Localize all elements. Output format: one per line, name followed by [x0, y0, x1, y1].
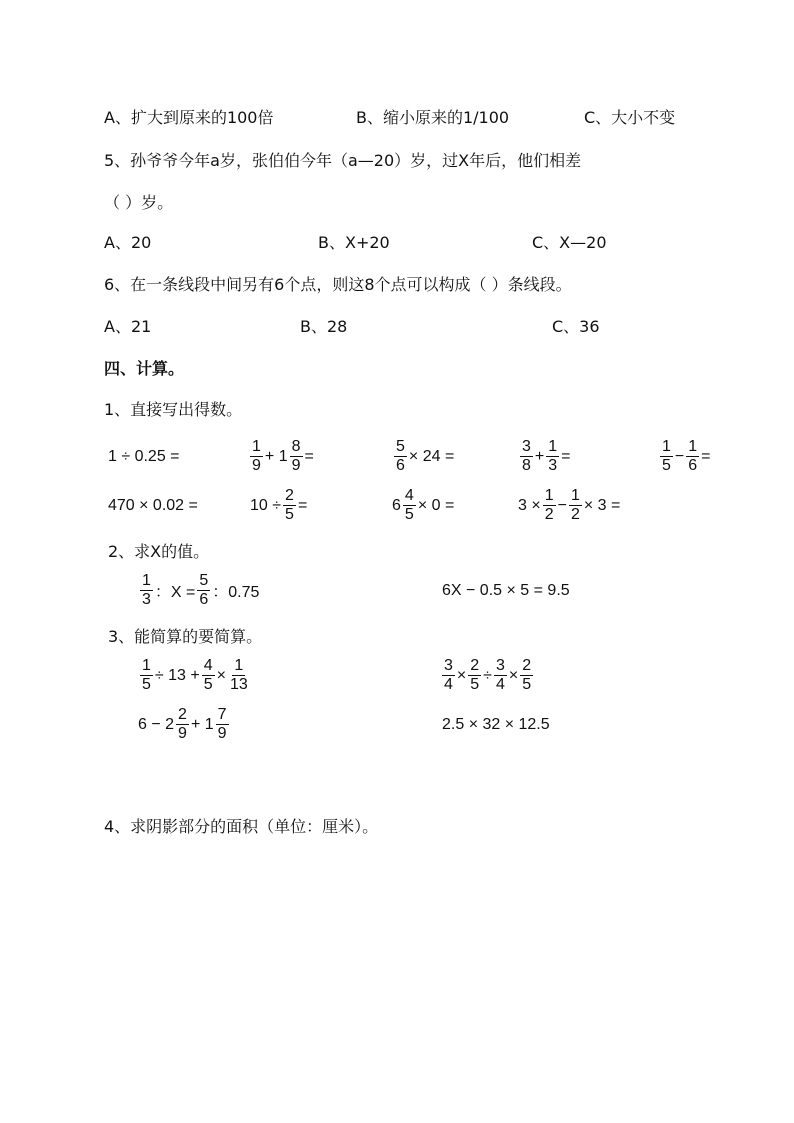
calc-r1c1: 1 ÷ 0.25 =: [108, 448, 180, 465]
q4-option-b: B、缩小原来的1/100: [356, 108, 510, 127]
fraction: $\frac{1}{3}$: [548, 438, 558, 474]
calc-r2c1: 470 × 0.02 =: [108, 497, 198, 514]
fraction: $\frac{1}{2}$: [570, 487, 580, 523]
q6-option-b: B、28: [300, 317, 348, 336]
fraction: $\frac{3}{4}$: [444, 657, 453, 693]
fraction: $\frac{2}{5}$: [470, 657, 480, 693]
fraction: $\frac{1}{5}$: [142, 657, 151, 693]
subsection-2-title: 2、求X的值。: [108, 542, 210, 561]
fraction: $\frac{1}{3}$: [142, 572, 151, 608]
fraction: $\frac{2}{9}$: [178, 706, 187, 742]
fraction: $\frac{7}{9}$: [217, 706, 227, 742]
simplify-1: $\frac{1}{5}$ ÷ 13 + $\frac{4}{5}$ × $\frac{1}{13}$: [142, 657, 248, 693]
subsection-3-title: 3、能简算的要简算。: [108, 627, 263, 646]
q5-option-a: A、20: [104, 233, 152, 252]
fraction: $\frac{3}{8}$: [522, 438, 531, 474]
q6-option-a: A、21: [104, 317, 152, 336]
fraction: $\frac{2}{5}$: [285, 487, 294, 523]
fraction: $\frac{1}{5}$: [662, 438, 671, 474]
subsection-1-title: 1、直接写出得数。: [104, 400, 243, 419]
fraction: $\frac{1}{2}$: [544, 487, 554, 523]
fraction: $\frac{2}{5}$: [522, 657, 532, 693]
calc-r1c5: $\frac{1}{5}$ − $\frac{1}{6}$ =: [662, 438, 711, 474]
section-title: 四、计算。: [104, 359, 185, 378]
q6-stem: 6、在一条线段中间另有6个点，则这8个点可以构成（ ）条线段。: [104, 275, 572, 294]
fraction: $\frac{5}{6}$: [199, 572, 209, 608]
fraction: $\frac{1}{6}$: [688, 438, 698, 474]
fraction: $\frac{1}{13}$: [229, 657, 248, 693]
q4-option-a: A、扩大到原来的100倍: [104, 108, 274, 127]
fraction: $\frac{3}{4}$: [495, 657, 505, 693]
simplify-4: 2.5 × 32 × 12.5: [442, 716, 550, 733]
calc-r1c4: $\frac{3}{8}$ + $\frac{1}{3}$ =: [522, 438, 571, 474]
equation-x2: 6X − 0.5 × 5 = 9.5: [442, 582, 570, 599]
fraction: $\frac{8}{9}$: [291, 438, 301, 474]
calc-r2c4: 3 × $\frac{1}{2}$ − $\frac{1}{2}$ × 3 =: [518, 487, 621, 523]
simplify-3: 6 − 2 $\frac{2}{9}$ + 1 $\frac{7}{9}$: [138, 706, 227, 742]
calc-r2c2: 10 ÷ $\frac{2}{5}$ =: [250, 487, 308, 523]
q4-option-c: C、大小不变: [584, 108, 676, 127]
fraction: $\frac{4}{5}$: [203, 657, 213, 693]
calc-r1c2: $\frac{1}{9}$ + 1 $\frac{8}{9}$ =: [252, 438, 314, 474]
q5-stem-line2: （ ）岁。: [104, 193, 174, 212]
equation-x1: $\frac{1}{3}$ ：X = $\frac{5}{6}$ ：0.75: [142, 572, 260, 608]
simplify-2: $\frac{3}{4}$ × $\frac{2}{5}$ ÷ $\frac{3}{4}$ × $\frac{2}{5}$: [444, 657, 532, 693]
q5-stem-line1: 5、孙爷爷今年a岁，张伯伯今年（a—20）岁，过X年后，他们相差: [104, 151, 582, 170]
q5-option-c: C、X—20: [532, 233, 607, 252]
q6-option-c: C、36: [552, 317, 600, 336]
fraction: $\frac{5}{6}$: [396, 438, 405, 474]
q5-option-b: B、X+20: [318, 233, 390, 252]
fraction: $\frac{1}{9}$: [252, 438, 261, 474]
subsection-4-title: 4、求阴影部分的面积（单位：厘米）。: [104, 817, 379, 836]
calc-r2c3: 6 $\frac{4}{5}$ × 0 =: [392, 487, 455, 523]
fraction: $\frac{4}{5}$: [404, 487, 414, 523]
calc-r1c3: $\frac{5}{6}$ × 24 =: [396, 438, 455, 474]
